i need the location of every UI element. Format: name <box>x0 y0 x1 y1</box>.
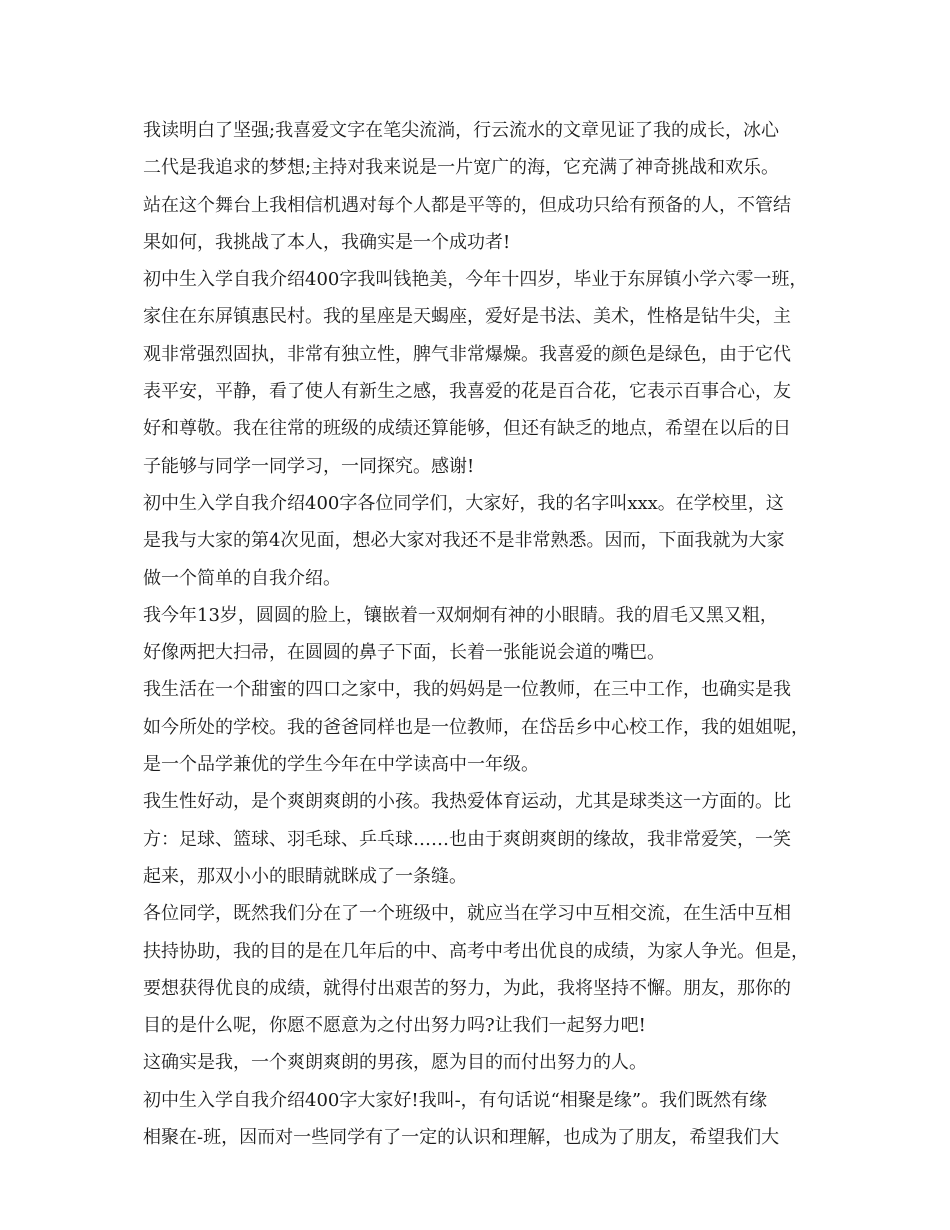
text-line: 初中生入学自我介绍400字大家好!我叫-，有句话说“相聚是缘”。我们既然有缘 <box>143 1089 768 1111</box>
text-line: 我生性好动，是个爽朗爽朗的小孩。我热爱体育运动，尤其是球类这一方面的。比 <box>143 791 791 813</box>
text-line: 方：足球、篮球、羽毛球、乒乓球……也由于爽朗爽朗的缘故，我非常爱笑，一笑 <box>143 828 791 850</box>
text-line: 目的是什么呢，你愿不愿意为之付出努力吗?让我们一起努力吧! <box>143 1015 646 1037</box>
text-line: 是我与大家的第4次见面，想必大家对我还不是非常熟悉。因而，下面我就为大家 <box>143 530 785 552</box>
text-line: 二代是我追求的梦想;主持对我来说是一片宽广的海，它充满了神奇挑战和欢乐。 <box>143 157 780 179</box>
text-line: 果如何，我挑战了本人，我确实是一个成功者! <box>143 231 511 253</box>
document-body <box>143 112 823 1156</box>
text-line: 做一个简单的自我介绍。 <box>143 567 341 589</box>
text-line: 如今所处的学校。我的爸爸同样也是一位教师，在岱岳乡中心校工作，我的姐姐呢， <box>143 716 809 738</box>
text-line: 观非常强烈固执，非常有独立性，脾气非常爆燥。我喜爱的颜色是绿色，由于它代 <box>143 343 791 365</box>
text-line: 初中生入学自我介绍400字各位同学们，大家好，我的名字叫xxx。在学校里，这 <box>143 492 784 514</box>
text-line: 要想获得优良的成绩，就得付出艰苦的努力，为此，我将坚持不懈。朋友，那你的 <box>143 977 791 999</box>
text-line: 这确实是我，一个爽朗爽朗的男孩，愿为目的而付出努力的人。 <box>143 1052 647 1074</box>
text-line: 相聚在-班，因而对一些同学有了一定的认识和理解，也成为了朋友，希望我们大 <box>143 1127 780 1149</box>
text-line: 家住在东屏镇惠民村。我的星座是天蝎座，爱好是书法、美术，性格是钻牛尖，主 <box>143 306 791 328</box>
text-line: 我读明白了坚强;我喜爱文字在笔尖流淌，行云流水的文章见证了我的成长，冰心 <box>143 120 780 141</box>
text-line: 我生活在一个甜蜜的四口之家中，我的妈妈是一位教师，在三中工作，也确实是我 <box>143 679 791 701</box>
text-line: 站在这个舞台上我相信机遇对每个人都是平等的，但成功只给有预备的人，不管结 <box>143 194 791 216</box>
text-line: 起来，那双小小的眼睛就眯成了一条缝。 <box>143 865 467 887</box>
text-line: 扶持协助，我的目的是在几年后的中、高考中考出优良的成绩，为家人争光。但是， <box>143 940 809 962</box>
text-line: 表平安，平静，看了使人有新生之感，我喜爱的花是百合花，它表示百事合心，友 <box>143 381 791 403</box>
text-line: 是一个品学兼优的学生今年在中学读高中一年级。 <box>143 754 539 776</box>
text-line: 初中生入学自我介绍400字我叫钱艳美，今年十四岁，毕业于东屏镇小学六零一班， <box>143 269 808 291</box>
text-line: 我今年13岁，圆圆的脸上，镶嵌着一双炯炯有神的小眼睛。我的眉毛又黑又粗， <box>143 604 778 626</box>
text-line: 子能够与同学一同学习，一同探究。感谢! <box>143 455 475 477</box>
text-line: 好和尊敬。我在往常的班级的成绩还算能够，但还有缺乏的地点，希望在以后的日 <box>143 418 791 440</box>
text-line: 好像两把大扫帚，在圆圆的鼻子下面，长着一张能说会道的嘴巴。 <box>143 642 665 664</box>
text-line: 各位同学，既然我们分在了一个班级中，就应当在学习中互相交流，在生活中互相 <box>143 903 791 925</box>
